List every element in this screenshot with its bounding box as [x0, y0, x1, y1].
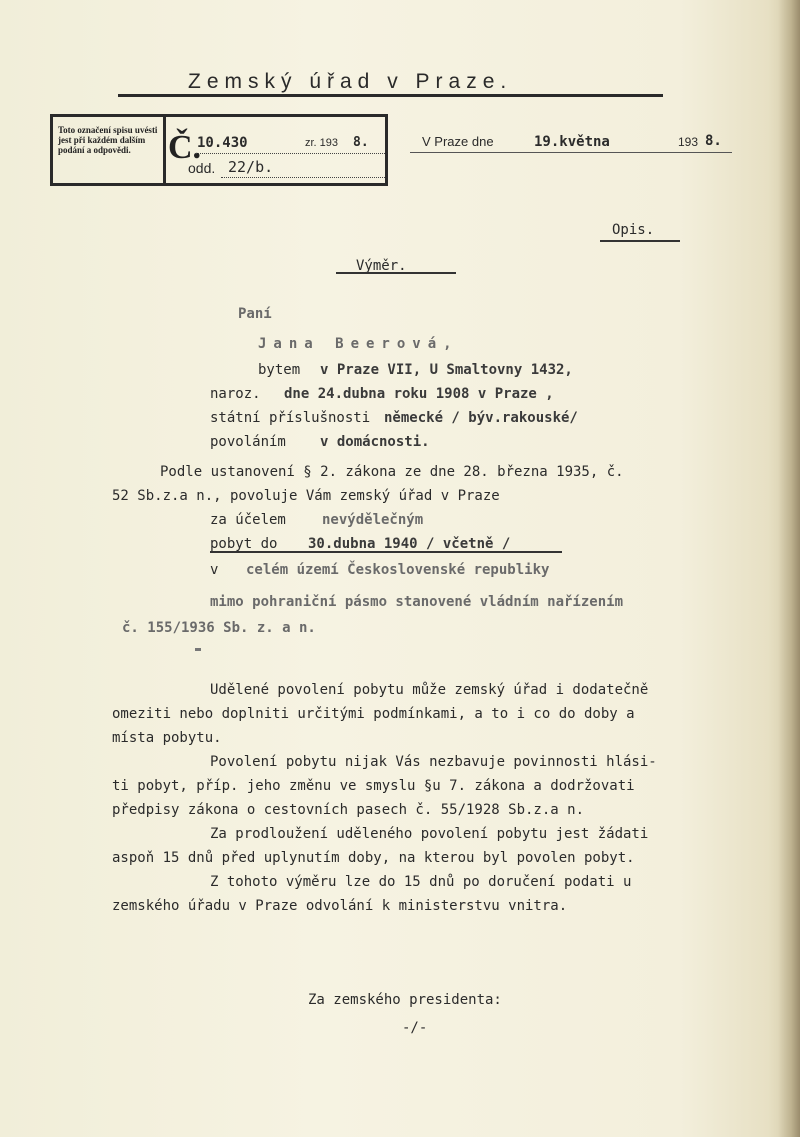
stamp-note: Toto označení spisu uvésti jest při každém dalším podání a odpovědi. [58, 125, 158, 155]
odd-label: odd. [188, 160, 216, 176]
paragraph-5-line-1: Z tohoto výměru lze do 15 dnů po doručení podati u [210, 874, 632, 890]
date-value: 19.května [534, 134, 610, 150]
stamp-divider [163, 114, 166, 186]
paragraph-1-line-1: Podle ustanovení § 2. zákona ze dne 28. března 1935, č. [160, 464, 624, 480]
birth-value: dne 24.dubna roku 1908 v Praze , [284, 386, 554, 402]
date-label: V Praze dne [422, 134, 494, 149]
zr-year: 8. [353, 135, 369, 150]
date-year-prefix: 193 [678, 135, 699, 149]
territory-value: celém území Československé republiky [246, 562, 550, 578]
citizenship-label: státní příslušnosti [210, 410, 371, 426]
stay-until-label: pobyt do [210, 536, 278, 552]
paragraph-5-line-2: zemského úřadu v Praze odvolání k ministerstvu vnitra. [112, 898, 568, 914]
signature-mark: -/- [402, 1020, 428, 1036]
paragraph-4-line-2: aspoň 15 dnů před uplynutím doby, na kterou byl povolen pobyt. [112, 850, 635, 866]
paper-edge [778, 0, 800, 1137]
territory-label: v [210, 562, 219, 578]
signature-label: Za zemského presidenta: [308, 992, 502, 1008]
date-year-suffix: 8. [705, 133, 722, 149]
birth-label: naroz. [210, 386, 261, 402]
date-underline [410, 152, 732, 153]
purpose-label: za účelem [210, 512, 286, 528]
border-zone-line-2: č. 155/1936 Sb. z. a n. [122, 620, 316, 636]
reference-number: 10.430 [197, 135, 248, 151]
stamp-dotted-line [221, 177, 385, 178]
zr-label: zr. 193 [305, 137, 339, 149]
occupation-label: povoláním [210, 434, 286, 450]
paragraph-3-line-3: předpisy zákona o cestovních pasech č. 55/1928 Sb.z.a n. [112, 802, 585, 818]
stamp-c-letter: Č. [168, 129, 202, 166]
paragraph-2-line-2: omeziti nebo doplniti určitými podmínkami, a to i co do doby a [112, 706, 635, 722]
office-title: Zemský úřad v Praze. [188, 70, 513, 93]
paragraph-4-line-1: Za prodloužení uděleného povolení pobytu jest žádati [210, 826, 649, 842]
stay-until-value: 30.dubna 1940 / včetně / [308, 536, 511, 552]
copy-underline [600, 240, 680, 242]
decision-title: Výměr. [356, 258, 407, 274]
paragraph-2-line-1: Udělené povolení pobytu může zemský úřad i dodatečně [210, 682, 649, 698]
title-underline [118, 94, 663, 97]
pen-mark [195, 648, 201, 651]
stamp-dotted-line [195, 153, 385, 154]
addressee-name: Jana Beerová, [258, 336, 459, 352]
stay-underline [210, 551, 562, 553]
salutation: Paní [238, 306, 272, 322]
paragraph-1-line-2: 52 Sb.z.a n., povoluje Vám zemský úřad v Praze [112, 488, 500, 504]
address-value: v Praze VII, U Smaltovny 1432, [320, 362, 573, 378]
occupation-value: v domácnosti. [320, 434, 430, 450]
copy-label: Opis. [612, 222, 655, 238]
reference-stamp [50, 114, 388, 186]
citizenship-value: německé / býv.rakouské/ [384, 410, 578, 426]
address-label: bytem [258, 362, 301, 378]
purpose-value: nevýdělečným [322, 512, 424, 528]
decision-underline [336, 272, 456, 274]
odd-value: 22/b. [228, 158, 274, 176]
border-zone-line-1: mimo pohraniční pásmo stanovené vládním nařízením [210, 594, 624, 610]
paragraph-2-line-3: místa pobytu. [112, 730, 222, 746]
paragraph-3-line-2: ti pobyt, příp. jeho změnu ve smyslu §u 7. zákona a dodržovati [112, 778, 635, 794]
paragraph-3-line-1: Povolení pobytu nijak Vás nezbavuje povinnosti hlási- [210, 754, 657, 770]
